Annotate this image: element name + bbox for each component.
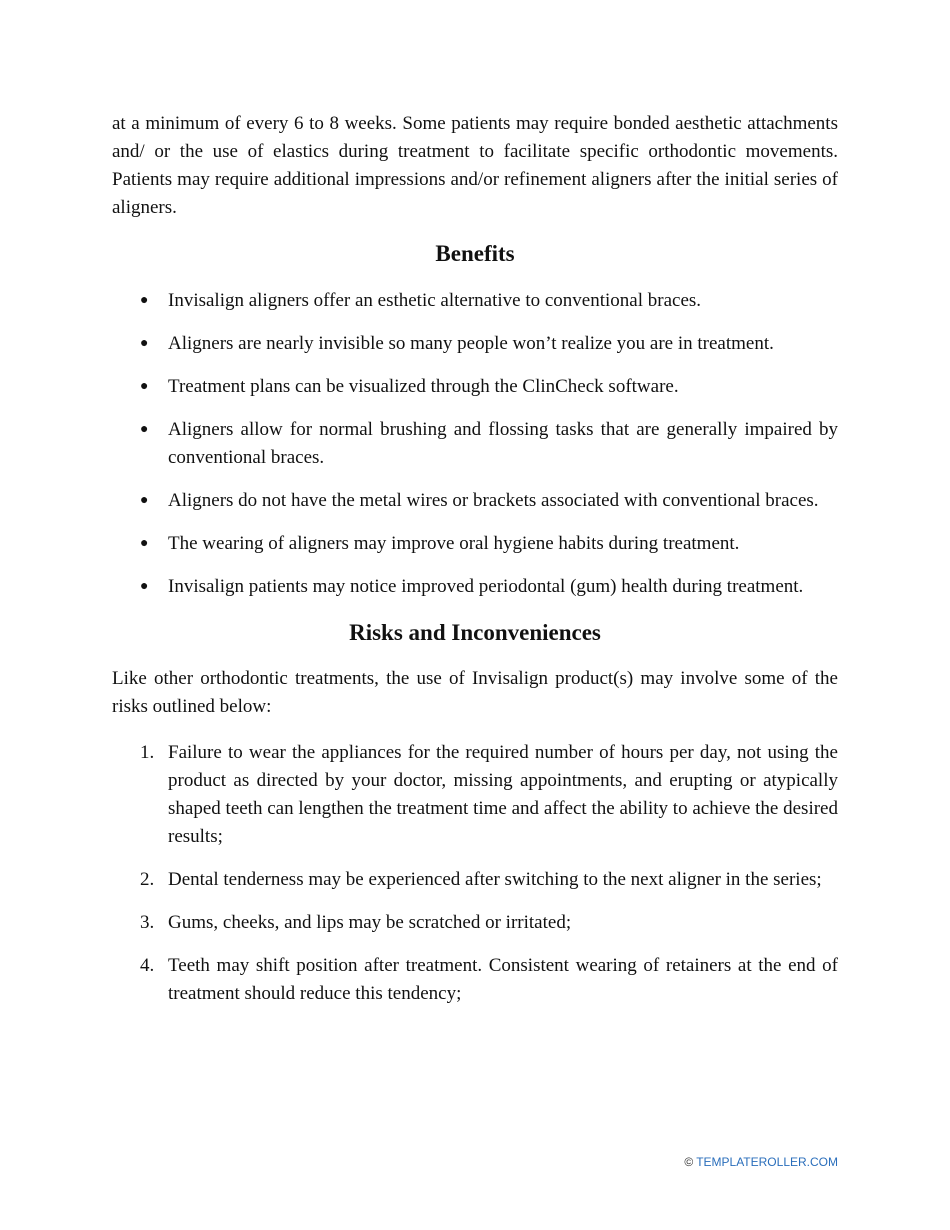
list-item	[112, 530, 838, 558]
list-item-text: Invisalign aligners offer an esthetic alternative to conventional braces.	[168, 290, 702, 311]
list-item-text: Treatment plans can be visualized through the ClinCheck software.	[168, 376, 679, 397]
document-page	[112, 110, 838, 1008]
list-item	[112, 909, 838, 937]
list-item	[112, 330, 838, 358]
list-item-text: Aligners do not have the metal wires or brackets associated with conventional braces.	[168, 490, 819, 511]
list-number: 1.	[140, 742, 155, 763]
bullet-icon: ●	[140, 493, 149, 508]
bullet-icon: ●	[140, 293, 149, 308]
list-item-text: The wearing of aligners may improve oral hygiene habits during treatment.	[168, 533, 740, 554]
list-number: 4.	[140, 955, 155, 976]
list-item	[112, 487, 838, 515]
copyright-icon: ©	[684, 1155, 694, 1169]
risks-heading: Risks and Inconveniences	[349, 620, 601, 645]
benefits-list	[112, 287, 838, 601]
list-item-text: Failure to wear the appliances for the required number of hours per day, not using the product as directed by your doctor, missing appointments, and erupting or atypically shaped teeth can lengthen the treatment time and affect the ability to achieve the desired results;	[168, 742, 838, 847]
list-item	[112, 739, 838, 851]
list-item	[112, 287, 838, 315]
bullet-icon: ●	[140, 422, 149, 437]
list-item-text: Teeth may shift position after treatment. Consistent wearing of retainers at the end of treatment should reduce this tendency;	[168, 955, 838, 1004]
templateroller-link[interactable]: TEMPLATEROLLER.COM	[696, 1155, 838, 1169]
list-item	[112, 866, 838, 894]
intro-paragraph: at a minimum of every 6 to 8 weeks. Some patients may require bonded aesthetic attachments and/ or the use of elastics during treatment to facilitate specific orthodontic movements. Patients may require additional impressions and/or refinement aligners after the initial series of aligners.	[112, 113, 838, 218]
list-item	[112, 952, 838, 1008]
list-item-text: Dental tenderness may be experienced after switching to the next aligner in the series;	[168, 869, 822, 890]
list-item-text: Gums, cheeks, and lips may be scratched or irritated;	[168, 912, 572, 933]
risks-list	[112, 739, 838, 1008]
risks-intro-paragraph: Like other orthodontic treatments, the use of Invisalign product(s) may involve some of the risks outlined below:	[112, 668, 838, 717]
list-number: 3.	[140, 912, 155, 933]
list-item	[112, 573, 838, 601]
bullet-icon: ●	[140, 379, 149, 394]
bullet-icon: ●	[140, 579, 149, 594]
footer-credit	[684, 1154, 838, 1170]
list-item-text: Aligners are nearly invisible so many people won’t realize you are in treatment.	[168, 333, 774, 354]
bullet-icon: ●	[140, 536, 149, 551]
list-item	[112, 373, 838, 401]
list-number: 2.	[140, 869, 155, 890]
benefits-heading: Benefits	[435, 241, 515, 266]
list-item	[112, 416, 838, 472]
list-item-text: Aligners allow for normal brushing and flossing tasks that are generally impaired by conventional braces.	[168, 419, 838, 468]
bullet-icon: ●	[140, 336, 149, 351]
list-item-text: Invisalign patients may notice improved periodontal (gum) health during treatment.	[168, 576, 804, 597]
